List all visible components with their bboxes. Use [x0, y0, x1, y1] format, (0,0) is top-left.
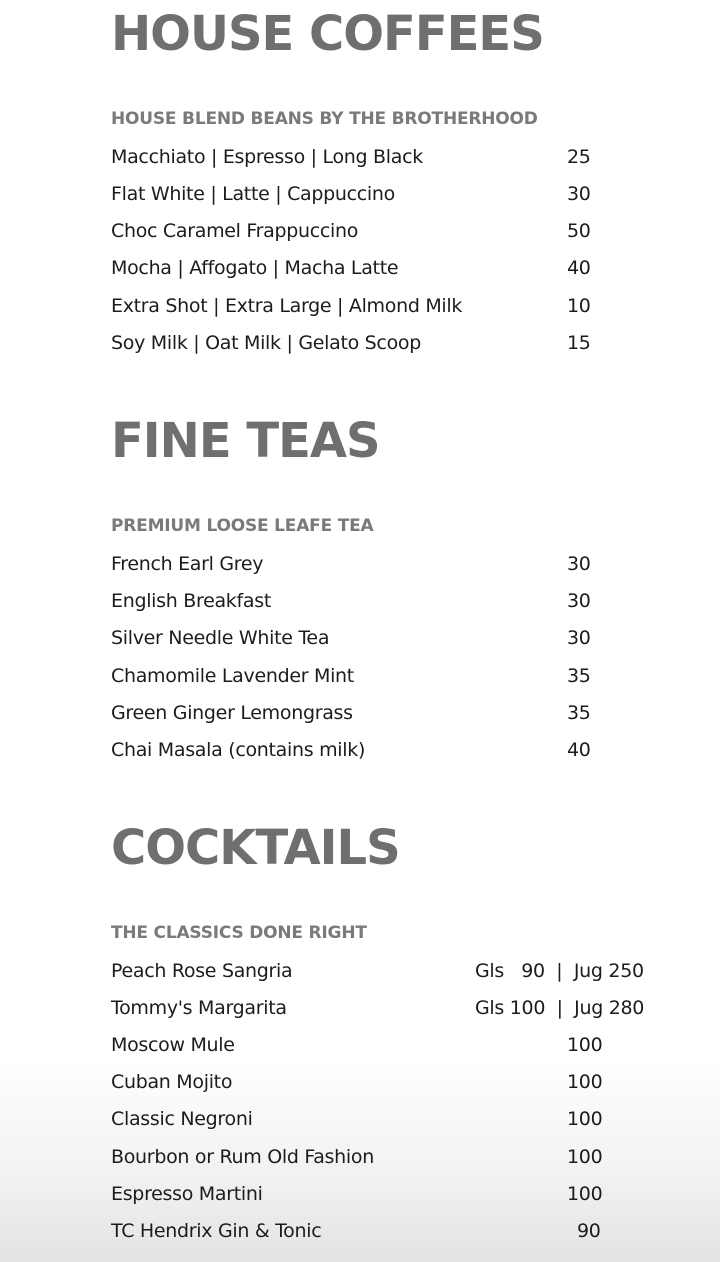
section-subtitle-fine-teas: PREMIUM LOOSE LEAFE TEA: [111, 516, 374, 536]
menu-item-name: Tommy's Margarita: [111, 997, 287, 1019]
menu-item-price: 100: [567, 1108, 603, 1130]
menu-item: [111, 1034, 651, 1064]
menu-item: [111, 1108, 651, 1138]
menu-item: [111, 590, 651, 620]
menu-item-price: 30: [567, 183, 591, 205]
menu-item-price: 30: [567, 627, 591, 649]
menu-item-price: 30: [567, 553, 591, 575]
menu-item-price: 35: [567, 702, 591, 724]
section-title-cocktails: COCKTAILS: [111, 820, 400, 876]
menu-item-name: Choc Caramel Frappuccino: [111, 220, 359, 242]
menu-item: [111, 183, 651, 213]
menu-item-name: Peach Rose Sangria: [111, 960, 293, 982]
menu-item-price: 40: [567, 257, 591, 279]
menu-item-name: Chamomile Lavender Mint: [111, 665, 354, 687]
menu-item-name: Mocha | Affogato | Macha Latte: [111, 257, 399, 279]
menu-item: [111, 1146, 651, 1176]
menu-item-price: 100: [567, 1146, 603, 1168]
section-subtitle-cocktails: THE CLASSICS DONE RIGHT: [111, 923, 367, 943]
menu-item: [111, 553, 651, 583]
menu-item: [111, 257, 651, 287]
menu-item: [111, 220, 651, 250]
menu-item-name: English Breakfast: [111, 590, 271, 612]
menu-item-name: Flat White | Latte | Cappuccino: [111, 183, 395, 205]
menu-item-price: 10: [567, 295, 591, 317]
menu-item: [111, 702, 651, 732]
menu-item: [111, 295, 651, 325]
menu-item-price: 100: [567, 1071, 603, 1093]
menu-item: [111, 146, 651, 176]
menu-item: [111, 960, 651, 990]
menu-item-price: Gls 90 | Jug 250: [475, 960, 644, 982]
section-title-house-coffees: HOUSE COFFEES: [111, 6, 544, 62]
menu-item: [111, 1071, 651, 1101]
menu-item-price: 30: [567, 590, 591, 612]
menu-item-name: Extra Shot | Extra Large | Almond Milk: [111, 295, 463, 317]
menu-item-name: Silver Needle White Tea: [111, 627, 330, 649]
menu-item-name: Classic Negroni: [111, 1108, 253, 1130]
menu-item-name: Macchiato | Espresso | Long Black: [111, 146, 423, 168]
menu-item-name: TC Hendrix Gin & Tonic: [111, 1220, 322, 1242]
menu-item: [111, 332, 651, 362]
menu-item-price: Gls 100 | Jug 280: [475, 997, 645, 1019]
menu-item-name: Espresso Martini: [111, 1183, 263, 1205]
menu-item-name: Green Ginger Lemongrass: [111, 702, 353, 724]
menu-item: [111, 739, 651, 769]
menu-item-name: Moscow Mule: [111, 1034, 235, 1056]
menu-item: [111, 665, 651, 695]
section-subtitle-house-coffees: HOUSE BLEND BEANS BY THE BROTHERHOOD: [111, 109, 538, 129]
menu-item: [111, 1183, 651, 1213]
menu-item-price: 90: [577, 1220, 601, 1242]
menu-item-price: 100: [567, 1034, 603, 1056]
menu-item-name: Soy Milk | Oat Milk | Gelato Scoop: [111, 332, 421, 354]
menu-item-price: 50: [567, 220, 591, 242]
menu-item-price: 35: [567, 665, 591, 687]
menu-item-price: 15: [567, 332, 591, 354]
section-title-fine-teas: FINE TEAS: [111, 413, 380, 469]
menu-item: [111, 997, 651, 1027]
menu-item-name: Cuban Mojito: [111, 1071, 233, 1093]
menu-item-price: 40: [567, 739, 591, 761]
menu-item-name: Chai Masala (contains milk): [111, 739, 366, 761]
menu-item-price: 100: [567, 1183, 603, 1205]
menu-item-price: 25: [567, 146, 591, 168]
menu-item: [111, 627, 651, 657]
menu-item: [111, 1220, 651, 1250]
menu-item-name: Bourbon or Rum Old Fashion: [111, 1146, 374, 1168]
menu-item-name: French Earl Grey: [111, 553, 264, 575]
